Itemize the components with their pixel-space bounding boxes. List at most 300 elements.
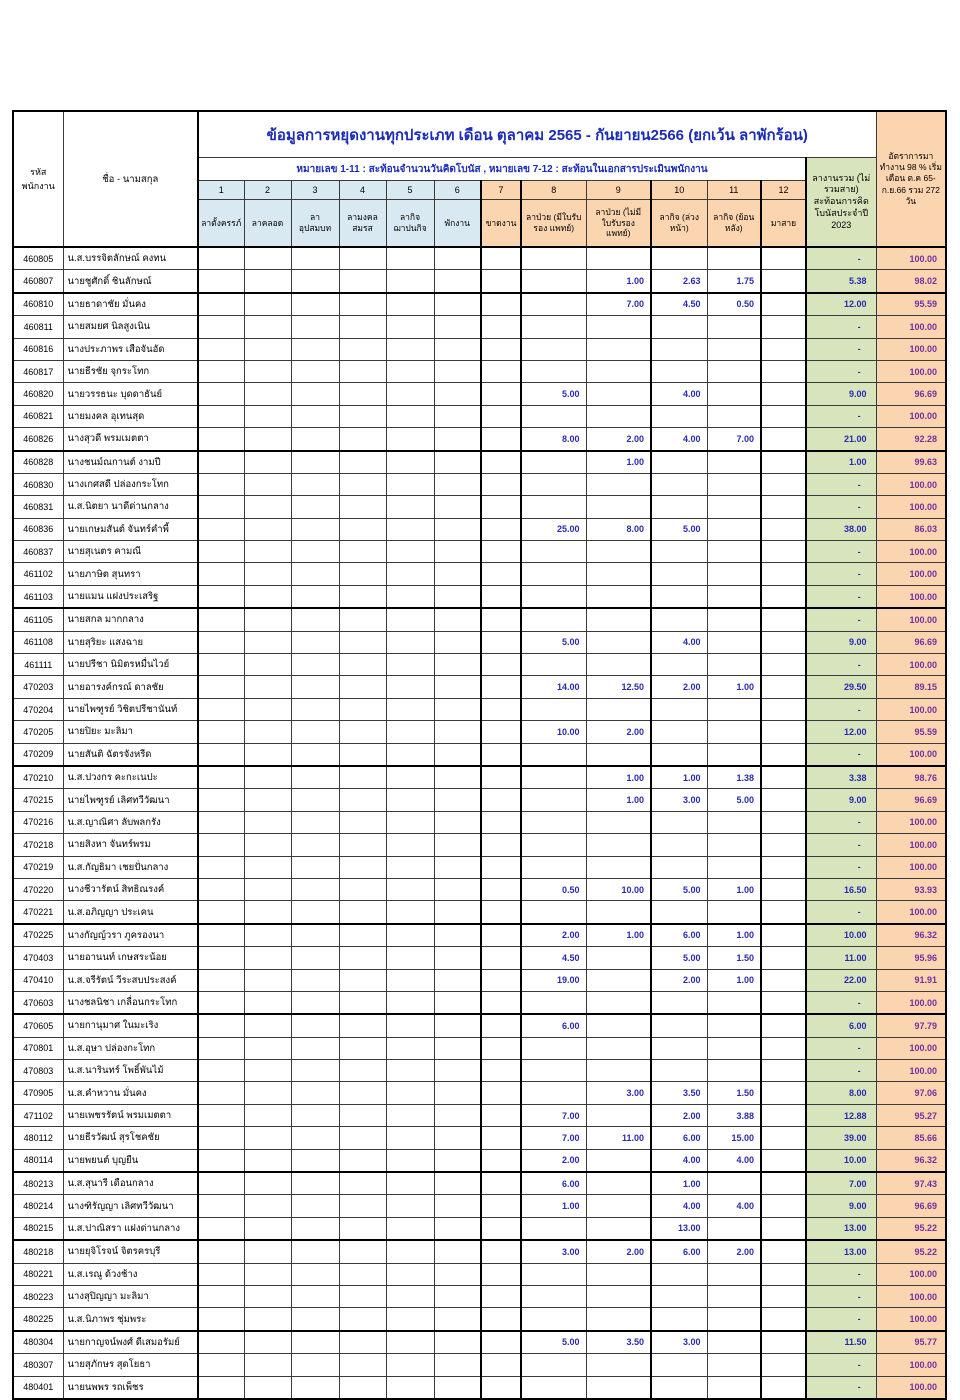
value-cell [244, 1127, 291, 1149]
column-label-header: ขาดงาน [481, 200, 521, 248]
value-cell [521, 654, 586, 676]
rate-cell: 100.00 [876, 834, 946, 856]
value-cell [339, 428, 386, 451]
value-cell [291, 654, 339, 676]
value-cell [521, 901, 586, 924]
value-cell [291, 541, 339, 563]
employee-id-cell: 470216 [13, 811, 63, 833]
value-cell: 0.50 [521, 878, 586, 900]
value-cell [651, 901, 707, 924]
table-row [13, 1172, 946, 1195]
total-cell: - [806, 834, 876, 856]
employee-id-cell: 460805 [13, 247, 63, 270]
value-cell [244, 608, 291, 631]
value-cell [521, 1285, 586, 1307]
value-cell [481, 654, 521, 676]
value-cell [339, 1195, 386, 1217]
total-cell: 5.38 [806, 270, 876, 293]
value-cell [761, 428, 806, 451]
employee-name-cell: นายวรรธนะ บุดดาธันย์ [63, 383, 198, 405]
value-cell [244, 247, 291, 270]
value-cell [291, 405, 339, 427]
value-cell [244, 1308, 291, 1331]
employee-name-header: ชื่อ - นามสกุล [63, 111, 198, 247]
value-cell [198, 1217, 244, 1240]
value-cell [481, 676, 521, 698]
value-cell [481, 1285, 521, 1307]
value-cell [707, 473, 761, 495]
value-cell [434, 811, 481, 833]
employee-id-cell: 470803 [13, 1060, 63, 1082]
value-cell [339, 316, 386, 338]
value-cell [434, 1285, 481, 1307]
value-cell [244, 1149, 291, 1172]
table-row [13, 631, 946, 653]
value-cell [198, 878, 244, 900]
value-cell [761, 743, 806, 766]
value-cell [291, 1217, 339, 1240]
value-cell [339, 698, 386, 720]
value-cell [434, 247, 481, 270]
total-cell: 38.00 [806, 518, 876, 540]
rate-cell: 95.27 [876, 1104, 946, 1126]
value-cell [244, 428, 291, 451]
value-cell [434, 473, 481, 495]
value-cell [339, 834, 386, 856]
value-cell [434, 338, 481, 360]
value-cell: 2.00 [651, 969, 707, 991]
employee-id-cell: 460810 [13, 293, 63, 316]
total-cell: 8.00 [806, 1082, 876, 1104]
rate-cell: 95.22 [876, 1240, 946, 1263]
value-cell [244, 1376, 291, 1399]
total-cell: - [806, 1285, 876, 1307]
value-cell [339, 1082, 386, 1104]
total-cell: - [806, 1354, 876, 1376]
value-cell [434, 721, 481, 743]
value-cell [651, 316, 707, 338]
value-cell [521, 789, 586, 811]
value-cell [651, 541, 707, 563]
value-cell: 5.00 [521, 383, 586, 405]
rate-cell: 100.00 [876, 405, 946, 427]
value-cell [707, 1308, 761, 1331]
employee-name-cell: น.ส.นิตยา นาดีด่านกลาง [63, 496, 198, 518]
value-cell [481, 316, 521, 338]
total-cell: - [806, 1376, 876, 1399]
employee-name-cell: น.ส.บรรจิตลักษณ์ คงทน [63, 247, 198, 270]
value-cell [339, 631, 386, 653]
value-cell [244, 518, 291, 540]
column-number-header: 12 [761, 181, 806, 200]
total-cell: - [806, 316, 876, 338]
value-cell [386, 473, 434, 495]
employee-name-cell: น.ส.ญาณิศา ลับพลกรัง [63, 811, 198, 833]
value-cell [761, 1172, 806, 1195]
table-row [13, 518, 946, 540]
value-cell [521, 608, 586, 631]
value-cell: 2.00 [586, 721, 651, 743]
value-cell [291, 293, 339, 316]
value-cell [761, 1331, 806, 1354]
employee-id-cell: 480114 [13, 1149, 63, 1172]
total-cell: - [806, 608, 876, 631]
total-cell: 7.00 [806, 1172, 876, 1195]
value-cell [291, 721, 339, 743]
value-cell [586, 247, 651, 270]
value-cell [291, 631, 339, 653]
value-cell [386, 766, 434, 789]
value-cell: 11.00 [586, 1127, 651, 1149]
value-cell [481, 1104, 521, 1126]
table-row [13, 1308, 946, 1331]
value-cell [651, 1354, 707, 1376]
column-number-header: 10 [651, 181, 707, 200]
value-cell [386, 1014, 434, 1037]
rate-cell: 100.00 [876, 338, 946, 360]
value-cell: 15.00 [707, 1127, 761, 1149]
value-cell [761, 698, 806, 720]
employee-id-cell: 470220 [13, 878, 63, 900]
rate-cell: 98.02 [876, 270, 946, 293]
value-cell [481, 247, 521, 270]
value-cell [244, 383, 291, 405]
value-cell [707, 1172, 761, 1195]
value-cell [339, 856, 386, 878]
value-cell [761, 1060, 806, 1082]
value-cell [339, 1331, 386, 1354]
value-cell [198, 1354, 244, 1376]
value-cell [339, 743, 386, 766]
value-cell [198, 1172, 244, 1195]
value-cell: 0.50 [707, 293, 761, 316]
value-cell: 3.00 [651, 1331, 707, 1354]
value-cell [521, 338, 586, 360]
value-cell [339, 721, 386, 743]
value-cell [339, 1060, 386, 1082]
value-cell [198, 631, 244, 653]
value-cell [198, 901, 244, 924]
value-cell [244, 451, 291, 474]
value-cell [244, 834, 291, 856]
value-cell [434, 766, 481, 789]
table-row [13, 1082, 946, 1104]
value-cell [244, 1037, 291, 1059]
value-cell [481, 901, 521, 924]
value-cell [244, 743, 291, 766]
value-cell [244, 698, 291, 720]
value-cell [339, 789, 386, 811]
value-cell: 3.50 [651, 1082, 707, 1104]
employee-id-cell: 470403 [13, 947, 63, 969]
value-cell [339, 1263, 386, 1285]
value-cell [291, 1104, 339, 1126]
employee-name-cell: นายไพฑูรย์ เลิศทวีวัฒนา [63, 789, 198, 811]
column-label-header: มาสาย [761, 200, 806, 248]
value-cell [198, 1285, 244, 1307]
value-cell: 1.00 [707, 969, 761, 991]
total-cell: 11.00 [806, 947, 876, 969]
value-cell [291, 247, 339, 270]
value-cell: 4.00 [707, 1195, 761, 1217]
value-cell [291, 383, 339, 405]
value-cell: 5.00 [651, 947, 707, 969]
value-cell [386, 563, 434, 585]
value-cell [244, 1104, 291, 1126]
value-cell [761, 654, 806, 676]
value-cell [434, 608, 481, 631]
value-cell [481, 585, 521, 608]
rate-cell: 86.03 [876, 518, 946, 540]
employee-name-cell: น.ส.เรณู ด้วงช้าง [63, 1263, 198, 1285]
value-cell [339, 1104, 386, 1126]
employee-name-cell: น.ส.จรีรัตน์ วีระสบประสงค์ [63, 969, 198, 991]
value-cell [339, 585, 386, 608]
table-row [13, 766, 946, 789]
value-cell [707, 518, 761, 540]
value-cell: 4.50 [521, 947, 586, 969]
column-number-header: 3 [291, 181, 339, 200]
value-cell: 5.00 [521, 1331, 586, 1354]
employee-name-cell: นายไพฑูรย์ วิชิตปรีชานันท์ [63, 698, 198, 720]
value-cell [481, 766, 521, 789]
total-cell: - [806, 743, 876, 766]
employee-id-cell: 460831 [13, 496, 63, 518]
rate-cell: 100.00 [876, 1376, 946, 1399]
value-cell [198, 316, 244, 338]
value-cell [434, 405, 481, 427]
column-number-header: 11 [707, 181, 761, 200]
value-cell [651, 563, 707, 585]
employee-name-cell: นายสุเนตร คามณี [63, 541, 198, 563]
value-cell [339, 947, 386, 969]
employee-id-cell: 470203 [13, 676, 63, 698]
value-cell [198, 856, 244, 878]
value-cell [434, 1263, 481, 1285]
employee-id-cell: 470215 [13, 789, 63, 811]
employee-name-cell: นายมงคล อุเทนสุด [63, 405, 198, 427]
value-cell [521, 1060, 586, 1082]
value-cell: 4.00 [707, 1149, 761, 1172]
value-cell [291, 856, 339, 878]
value-cell [707, 743, 761, 766]
rate-cell: 100.00 [876, 563, 946, 585]
employee-name-cell: นายกานุมาศ ในมะเริง [63, 1014, 198, 1037]
employee-id-cell: 470218 [13, 834, 63, 856]
employee-id-cell: 460828 [13, 451, 63, 474]
employee-name-cell: นายภาษิต สุนทรา [63, 563, 198, 585]
value-cell [339, 878, 386, 900]
value-cell [339, 1285, 386, 1307]
value-cell [586, 1308, 651, 1331]
value-cell [291, 451, 339, 474]
employee-id-cell: 480215 [13, 1217, 63, 1240]
employee-name-cell: น.ส.สุนารี เดือนกลาง [63, 1172, 198, 1195]
value-cell [244, 585, 291, 608]
value-cell [481, 1195, 521, 1217]
value-cell [198, 496, 244, 518]
value-cell [651, 1037, 707, 1059]
total-column-header: ลางานรวม (ไม่รวมสาย) สะท้อนการคิดโบนัสประจำปี 2023 [806, 158, 876, 248]
value-cell [386, 338, 434, 360]
employee-id-cell: 470205 [13, 721, 63, 743]
value-cell [291, 563, 339, 585]
total-cell: 9.00 [806, 789, 876, 811]
value-cell [521, 405, 586, 427]
value-cell [586, 834, 651, 856]
value-cell [198, 1104, 244, 1126]
value-cell [198, 721, 244, 743]
value-cell: 13.00 [651, 1217, 707, 1240]
value-cell [707, 338, 761, 360]
value-cell [481, 1127, 521, 1149]
value-cell [707, 1217, 761, 1240]
value-cell [651, 496, 707, 518]
value-cell [386, 969, 434, 991]
value-cell [521, 834, 586, 856]
attendance-rate-header: อัตราการมาทำงาน 98 % เริ่มเดือน ต.ค 65-ก.ย.66 รวม 272 วัน [876, 111, 946, 247]
value-cell [339, 608, 386, 631]
value-cell [761, 766, 806, 789]
total-cell: - [806, 1060, 876, 1082]
value-cell [386, 654, 434, 676]
value-cell [481, 383, 521, 405]
rate-cell: 100.00 [876, 585, 946, 608]
rate-cell: 100.00 [876, 698, 946, 720]
rate-cell: 99.63 [876, 451, 946, 474]
value-cell [761, 585, 806, 608]
value-cell [339, 1376, 386, 1399]
value-cell [434, 991, 481, 1014]
rate-cell: 100.00 [876, 316, 946, 338]
table-row [13, 789, 946, 811]
column-label-header: ลากิจ ฌาปนกิจ [386, 200, 434, 248]
table-row [13, 1217, 946, 1240]
employee-id-cell: 470219 [13, 856, 63, 878]
value-cell [339, 1172, 386, 1195]
value-cell: 1.38 [707, 766, 761, 789]
value-cell [586, 405, 651, 427]
total-cell: - [806, 654, 876, 676]
value-cell [434, 1354, 481, 1376]
rate-cell: 100.00 [876, 1308, 946, 1331]
employee-id-cell: 460807 [13, 270, 63, 293]
value-cell [761, 1195, 806, 1217]
employee-name-cell: นางสุปิญญา มะลิมา [63, 1285, 198, 1307]
employee-id-cell: 460837 [13, 541, 63, 563]
value-cell [244, 360, 291, 382]
value-cell [586, 1149, 651, 1172]
total-cell: - [806, 496, 876, 518]
value-cell [586, 1195, 651, 1217]
column-number-header: 7 [481, 181, 521, 200]
value-cell [761, 924, 806, 947]
value-cell [386, 1331, 434, 1354]
rate-cell: 100.00 [876, 811, 946, 833]
value-cell [339, 338, 386, 360]
value-cell [386, 924, 434, 947]
value-cell [481, 270, 521, 293]
value-cell [481, 1354, 521, 1376]
value-cell [434, 878, 481, 900]
value-cell [244, 1060, 291, 1082]
total-cell: 11.50 [806, 1331, 876, 1354]
value-cell [291, 1331, 339, 1354]
value-cell [521, 743, 586, 766]
rate-cell: 100.00 [876, 743, 946, 766]
value-cell: 1.75 [707, 270, 761, 293]
value-cell [707, 405, 761, 427]
value-cell [339, 1240, 386, 1263]
table-row [13, 293, 946, 316]
value-cell [481, 518, 521, 540]
value-cell [386, 1195, 434, 1217]
value-cell [481, 1263, 521, 1285]
value-cell [521, 585, 586, 608]
value-cell [481, 1060, 521, 1082]
employee-name-cell: นายธีรชัย จุกระโทก [63, 360, 198, 382]
value-cell [521, 1308, 586, 1331]
value-cell [244, 1195, 291, 1217]
employee-name-cell: นายเพชรรัตน์ พรมเมตตา [63, 1104, 198, 1126]
value-cell [244, 856, 291, 878]
column-number-header: 5 [386, 181, 434, 200]
column-label-header: ลาป่วย (ไม่มีใบรับรอง แพทย์) [586, 200, 651, 248]
value-cell [244, 991, 291, 1014]
employee-name-cell: น.ส.อภิญญา ประเคน [63, 901, 198, 924]
value-cell [244, 1082, 291, 1104]
value-cell [198, 789, 244, 811]
rate-cell: 96.32 [876, 1149, 946, 1172]
value-cell [761, 383, 806, 405]
value-cell [481, 338, 521, 360]
value-cell [586, 654, 651, 676]
value-cell [291, 1127, 339, 1149]
value-cell [339, 924, 386, 947]
table-row [13, 743, 946, 766]
attendance-table [12, 110, 947, 1400]
value-cell [291, 1376, 339, 1399]
value-cell [339, 405, 386, 427]
value-cell [586, 991, 651, 1014]
value-cell [707, 1037, 761, 1059]
value-cell [434, 856, 481, 878]
value-cell [434, 1195, 481, 1217]
value-cell [339, 1127, 386, 1149]
employee-id-cell: 480223 [13, 1285, 63, 1307]
value-cell: 2.00 [651, 676, 707, 698]
employee-name-cell: น.ส.กัญธิมา เชยปั่นกลาง [63, 856, 198, 878]
rate-cell: 89.15 [876, 676, 946, 698]
legend-note: หมายเลข 1-11 : สะท้อนจำนวนวันคิดโบนัส , หมายเลข 7-12 : สะท้อนในเอกสารประเมินพนักงาน [198, 158, 806, 181]
value-cell [586, 698, 651, 720]
rate-cell: 95.22 [876, 1217, 946, 1240]
value-cell [481, 1376, 521, 1399]
value-cell [198, 743, 244, 766]
value-cell: 1.00 [651, 1172, 707, 1195]
value-cell [707, 383, 761, 405]
value-cell [481, 878, 521, 900]
employee-name-cell: นางชนม์ณกานต์ งามปี [63, 451, 198, 474]
value-cell [707, 1376, 761, 1399]
value-cell [651, 856, 707, 878]
value-cell [198, 473, 244, 495]
employee-name-cell: นายสุริยะ แสงฉาย [63, 631, 198, 653]
value-cell [586, 1217, 651, 1240]
value-cell [707, 1060, 761, 1082]
value-cell [521, 1217, 586, 1240]
value-cell [586, 1037, 651, 1059]
